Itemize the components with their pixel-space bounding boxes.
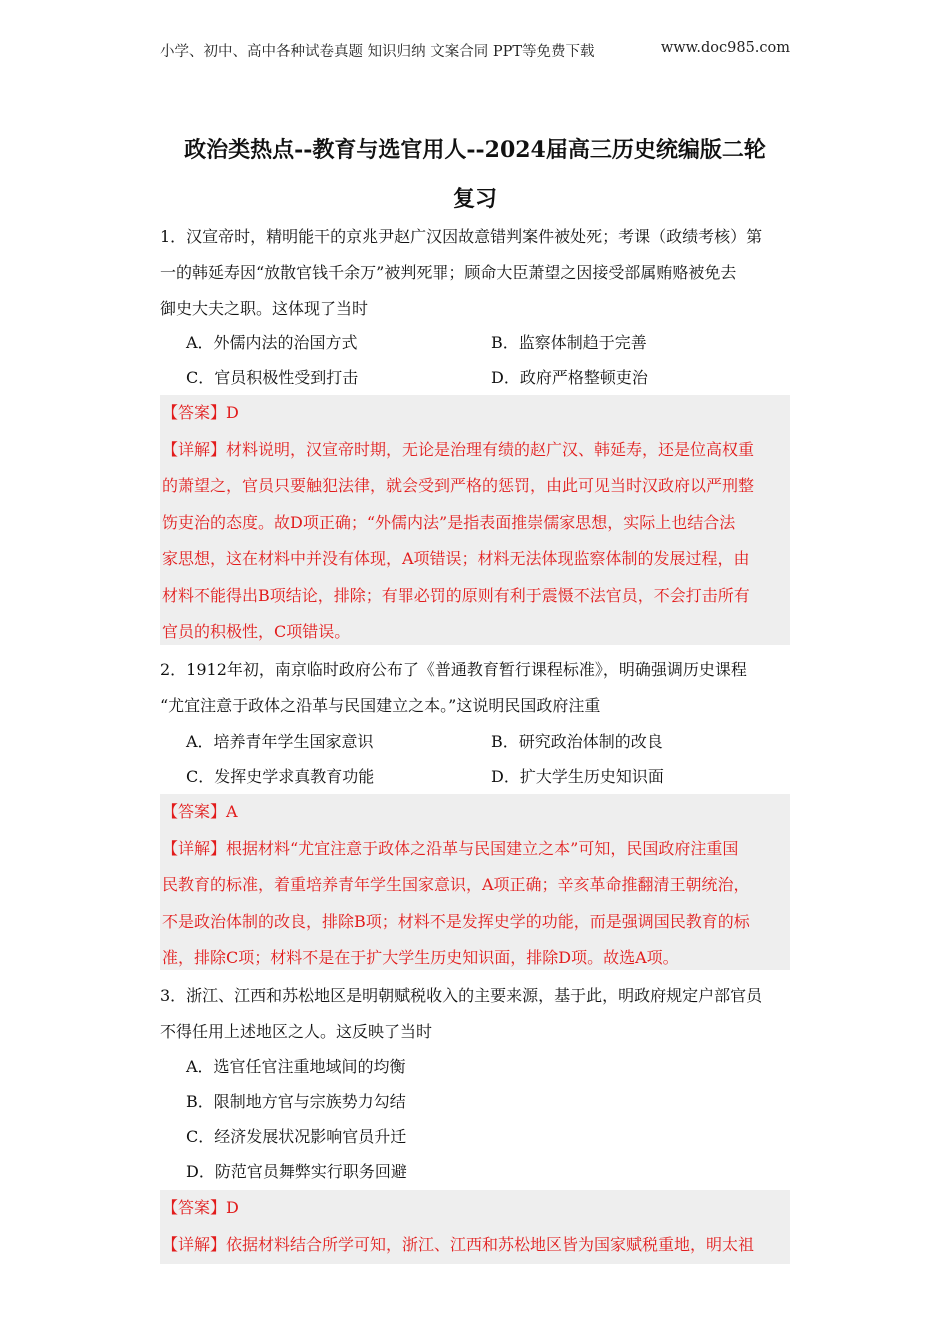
option-row — [186, 360, 790, 395]
detail-line: 民教育的标准，着重培养青年学生国家意识，A项正确；辛亥革命推翻清王朝统治， — [162, 875, 750, 894]
detail-line: 家思想，这在材料中并没有体现，A项错误；材料无法体现监察体制的发展过程，由 — [162, 549, 750, 568]
option-c: C．官员积极性受到打击 — [186, 368, 359, 387]
question-2-options — [186, 724, 790, 794]
question-stem-line: 1．汉宣帝时，精明能干的京兆尹赵广汉因故意错判案件被处死；考课（政绩考核）第 — [160, 227, 763, 246]
option-row — [186, 724, 790, 759]
page-header — [160, 40, 790, 62]
question-3-options — [186, 1049, 790, 1189]
answer-label: 【答案】A — [162, 802, 238, 821]
question-stem-line: 不得任用上述地区之人。这反映了当时 — [160, 1022, 433, 1041]
question-stem-line: 御史大夫之职。这体现了当时 — [160, 299, 369, 318]
option-row — [186, 1119, 790, 1154]
option-d: D．扩大学生历史知识面 — [491, 767, 664, 786]
question-1-options — [186, 325, 790, 395]
option-b: B．监察体制趋于完善 — [491, 333, 647, 352]
option-a: A．选官任官注重地域间的均衡 — [186, 1057, 406, 1076]
option-row — [186, 1154, 790, 1189]
option-row — [186, 1049, 790, 1084]
option-a: A．外儒内法的治国方式 — [186, 333, 358, 352]
document-title: 政治类热点--教育与选官用人--2024届高三历史统编版二轮 — [184, 137, 766, 163]
answer-label: 【答案】D — [162, 1198, 239, 1217]
answer-label: 【答案】D — [162, 403, 239, 422]
question-2-answer-block — [160, 794, 790, 970]
option-b: B．研究政治体制的改良 — [491, 732, 663, 751]
option-d: D．防范官员舞弊实行职务回避 — [186, 1162, 407, 1181]
detail-line: 【详解】材料说明，汉宣帝时期，无论是治理有绩的赵广汉、韩延寿，还是位高权重 — [162, 439, 755, 459]
question-stem-line: 3．浙江、江西和苏松地区是明朝赋税收入的主要来源，基于此，明政府规定户部官员 — [160, 986, 763, 1005]
detail-line: 【详解】根据材料“尤宜注意于政体之沿革与民国建立之本”可知，民国政府注重国 — [162, 838, 739, 858]
option-c: C．经济发展状况影响官员升迁 — [186, 1127, 407, 1146]
detail-line: 官员的积极性，C项错误。 — [162, 622, 351, 641]
option-d: D．政府严格整顿吏治 — [491, 368, 648, 387]
question-stem-line: 一的韩延寿因“放散官钱千余万”被判死罪；顾命大臣萧望之因接受部属贿赂被免去 — [160, 263, 737, 282]
detail-line: 【详解】依据材料结合所学可知，浙江、江西和苏松地区皆为国家赋税重地，明太祖 — [162, 1234, 755, 1254]
question-2-stem — [160, 652, 790, 724]
question-3-stem — [160, 978, 790, 1050]
question-stem-line: 2．1912年初，南京临时政府公布了《普通教育暂行课程标准》，明确强调历史课程 — [160, 660, 747, 679]
header-site-url[interactable]: www.doc985.com — [660, 40, 790, 56]
question-1-answer-block — [160, 395, 790, 645]
option-c: C．发挥史学求真教育功能 — [186, 767, 375, 786]
option-row — [186, 325, 790, 360]
option-row — [186, 1084, 790, 1119]
option-b: B．限制地方官与宗族势力勾结 — [186, 1092, 406, 1111]
question-stem-line: “尤宜注意于政体之沿革与民国建立之本。”这说明民国政府注重 — [160, 696, 601, 715]
detail-line: 准，排除C项；材料不是在于扩大学生历史知识面，排除D项。故选A项。 — [162, 948, 679, 967]
detail-line: 饬吏治的态度。故D项正确；“外儒内法”是指表面推崇儒家思想，实际上也结合法 — [162, 512, 736, 532]
header-site-slogan: 小学、初中、高中各种试卷真题 知识归纳 文案合同 PPT等免费下载 — [160, 44, 595, 60]
document-title-continued: 复习 — [452, 186, 497, 212]
detail-line: 的萧望之，官员只要触犯法律，就会受到严格的惩罚，由此可见当时汉政府以严刑整 — [162, 476, 755, 495]
option-row — [186, 759, 790, 794]
detail-line: 材料不能得出B项结论，排除；有罪必罚的原则有利于震慑不法官员，不会打击所有 — [162, 585, 750, 605]
question-3-answer-block — [160, 1190, 790, 1264]
question-1-stem — [160, 219, 790, 327]
detail-line: 不是政治体制的改良，排除B项；材料不是发挥史学的功能，而是强调国民教育的标 — [162, 911, 750, 931]
option-a: A．培养青年学生国家意识 — [186, 732, 374, 751]
